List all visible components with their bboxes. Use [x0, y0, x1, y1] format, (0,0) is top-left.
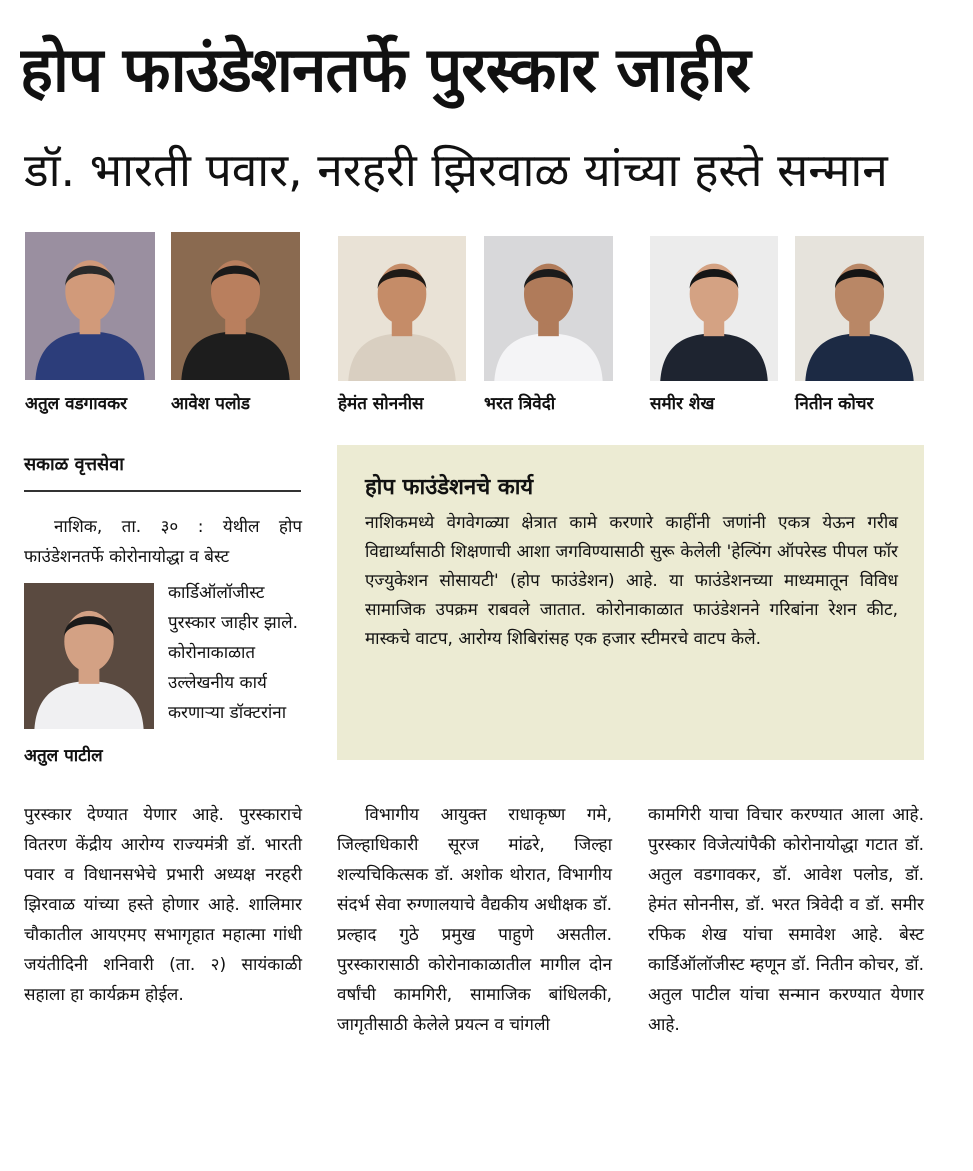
info-box — [337, 445, 924, 760]
headline: होप फाउंडेशनतर्फे पुरस्कार जाहीर — [20, 33, 750, 106]
photo-caption-2: आवेश पलोड — [171, 394, 250, 414]
photo-caption-6: नितीन कोचर — [795, 394, 874, 414]
article-column-1: पुरस्कार देण्यात येणार आहे. पुरस्काराचे वितरण केंद्रीय आरोग्य राज्यमंत्री डॉ. भारती पवार व विधानसभेचे प्रभारी अध्यक्ष नरहरी झिरवाळ यांच्या हस्ते होणार आहे. शालिमार चौकातील आयएमए सभागृहात महात्मा गांधी जयंतीदिनी शनिवारी (ता. २) सायंकाळी सहाला हा कार्यक्रम होईल. — [24, 805, 302, 1005]
portrait-photo-6 — [795, 236, 924, 381]
byline-divider — [24, 490, 301, 492]
portrait-photo-1 — [25, 232, 155, 380]
portrait-photo-2 — [171, 232, 300, 380]
article-wrap-text: कार्डिऑलॉजीस्ट पुरस्कार जाहीर झाले. कोरोनाकाळात उल्लेखनीय कार्य करणाऱ्या डॉक्टरांना — [168, 583, 299, 723]
subheadline: डॉ. भारती पवार, नरहरी झिरवाळ यांच्या हस्ते सन्मान — [24, 143, 888, 197]
photo-caption-4: भरत त्रिवेदी — [484, 394, 556, 414]
article-column-3: कामगिरी याचा विचार करण्यात आला आहे. पुरस्कार विजेत्यांपैकी कोरोनायोद्धा गटात डॉ. अतुल वडगावकर, डॉ. आवेश पलोड, डॉ. हेमंत सोननीस, डॉ. भरत त्रिवेदी व डॉ. समीर रफिक शेख यांचा समावेश आहे. बेस्ट कार्डिऑलॉजीस्ट म्हणून डॉ. नितीन कोचर, डॉ. अतुल पाटील यांचा सन्मान करण्यात येणार आहे. — [648, 805, 924, 1035]
photo-caption-1: अतुल वडगावकर — [25, 394, 128, 414]
byline: सकाळ वृत्तसेवा — [24, 454, 124, 475]
photo-caption-3: हेमंत सोननीस — [338, 394, 424, 414]
portrait-photo-3 — [338, 236, 466, 381]
inset-portrait-photo — [24, 583, 154, 729]
portrait-photo-4 — [484, 236, 613, 381]
article-intro: नाशिक, ता. ३० : येथील होप फाउंडेशनतर्फे कोरोनायोद्धा व बेस्ट — [24, 517, 302, 567]
info-box-title: होप फाउंडेशनचे कार्य — [365, 475, 534, 500]
article-column-2: विभागीय आयुक्त राधाकृष्ण गमे, जिल्हाधिकारी सूरज मांढरे, जिल्हा शल्यचिकित्सक डॉ. अशोक थोरात, विभागीय संदर्भ सेवा रुग्णालयाचे वैद्यकीय अधीक्षक डॉ. प्रल्हाद गुठे प्रमुख पाहुणे असतील. पुरस्कारासाठी कोरोनाकाळातील मागील दोन वर्षांची कामगिरी, सामाजिक बांधिलकी, जागृतीसाठी केलेले प्रयत्न व चांगली — [337, 805, 612, 1035]
info-box-body: नाशिकमध्ये वेगवेगळ्या क्षेत्रात कामे करणारे काहींनी जणांनी एकत्र येऊन गरीब विद्यार्थ्यांसाठी शिक्षणाची आशा जगविण्यासाठी सुरू केलेली 'हेल्पिंग ऑपरेस्ड पीपल फॉर एज्युकेशन सोसायटी' (होप फाउंडेशन) आहे. या फाउंडेशनच्या माध्यमातून विविध सामाजिक उपक्रम राबवले जातात. कोरोनाकाळात फाउंडेशनने गरिबांना रेशन कीट, मास्कचे वाटप, आरोग्य शिबिरांसह एक हजार स्टीमरचे वाटप केले. — [365, 513, 898, 649]
photo-caption-5: समीर शेख — [650, 394, 715, 414]
inset-photo-caption: अतुल पाटील — [24, 746, 103, 766]
portrait-photo-5 — [650, 236, 778, 381]
